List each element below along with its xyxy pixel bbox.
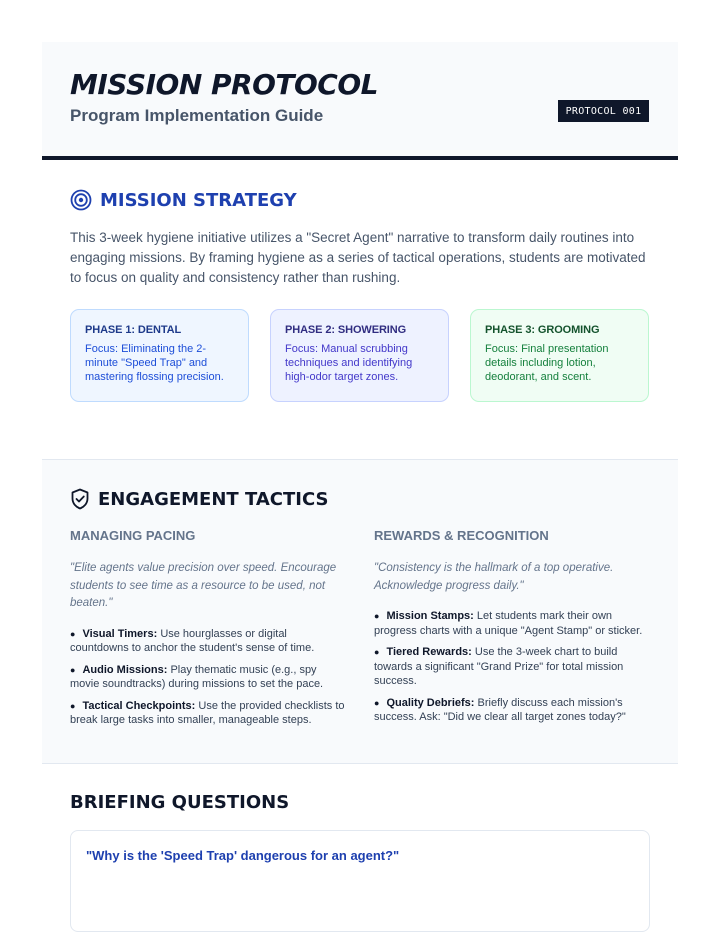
protocol-badge: PROTOCOL 001 (558, 100, 649, 122)
phase-card-grooming (470, 309, 649, 402)
list-item (374, 609, 650, 638)
engagement-tactics-heading (70, 488, 328, 510)
bullet-icon: ● (70, 664, 76, 675)
list-item (70, 663, 346, 692)
phase-description: Focus: Manual scrubbing techniques and identifying high-odor target zones. (285, 343, 413, 383)
briefing-question: "Why is the 'Speed Trap' dangerous for an agent?" (86, 848, 400, 863)
column-title: MANAGING PACING (70, 528, 196, 543)
phase-description: Focus: Eliminating the 2-minute "Speed Trap" and mastering flossing precision. (85, 343, 224, 383)
item-text: Use the 3-week chart to build towards a significant "Grand Prize" for total mission success. (374, 646, 624, 687)
item-label: Audio Missions: (82, 663, 168, 676)
mission-strategy-heading (70, 189, 297, 211)
list-item (374, 645, 650, 689)
item-label: Visual Timers: (82, 627, 158, 640)
item-label: Tactical Checkpoints: (82, 699, 196, 712)
pacing-quote: "Elite agents value precision over speed. Encourage students to see time as a resource to be used, not beaten." (70, 562, 337, 609)
page-subtitle: Program Implementation Guide (70, 106, 324, 125)
phase-title: PHASE 3: GROOMING (485, 324, 600, 336)
strategy-intro: This 3-week hygiene initiative utilizes a "Secret Agent" narrative to transform daily routines into engaging missions. By framing hygiene as a series of tactical operations, students are motivated to focus on quality and consistency rather than rushing. (70, 230, 646, 285)
section-title: ENGAGEMENT TACTICS (98, 488, 329, 510)
item-text: Play thematic music (e.g., spy movie soundtracks) during missions to set the pace. (70, 663, 324, 690)
list-item (70, 699, 346, 728)
phase-title: PHASE 1: DENTAL (85, 324, 182, 336)
item-label: Tiered Rewards: (386, 646, 472, 658)
rewards-list (374, 609, 650, 725)
bullet-icon: ● (374, 697, 380, 708)
item-text: Briefly discuss each mission's success. Ask: "Did we clear all target zones today?" (374, 696, 626, 723)
column-title: REWARDS & RECOGNITION (374, 528, 549, 543)
question-card (70, 830, 650, 932)
item-label: Quality Debriefs: (386, 696, 475, 709)
phase-title: PHASE 2: SHOWERING (285, 324, 407, 336)
page-header (42, 42, 678, 160)
pacing-list (70, 627, 346, 728)
phase-card-dental (70, 309, 249, 402)
item-label: Mission Stamps: (386, 610, 474, 622)
shield-check-icon (70, 488, 90, 510)
bullet-icon: ● (70, 700, 76, 711)
bullet-icon: ● (70, 628, 76, 639)
managing-pacing-column (70, 528, 346, 735)
rewards-quote: "Consistency is the hallmark of a top operative. Acknowledge progress daily." (374, 562, 614, 592)
bullet-icon: ● (374, 647, 380, 657)
bullet-icon: ● (374, 611, 380, 621)
phase-card-showering (270, 309, 449, 402)
item-text: Use hourglasses or digital countdowns to anchor the student's sense of time. (70, 627, 315, 654)
list-item (70, 627, 346, 656)
target-icon (70, 189, 92, 211)
briefing-questions-heading (70, 792, 289, 813)
rewards-recognition-column (374, 528, 650, 732)
section-title: MISSION STRATEGY (100, 189, 297, 211)
list-item (374, 696, 650, 725)
phase-description: Focus: Final presentation details including lotion, deodorant, and scent. (485, 343, 609, 383)
item-text: Let students mark their own progress charts with a unique "Agent Stamp" or sticker. (374, 610, 643, 637)
section-title: BRIEFING QUESTIONS (70, 792, 290, 813)
item-text: Use the provided checklists to break large tasks into smaller, manageable steps. (70, 699, 345, 726)
page-title: MISSION PROTOCOL (70, 68, 378, 101)
